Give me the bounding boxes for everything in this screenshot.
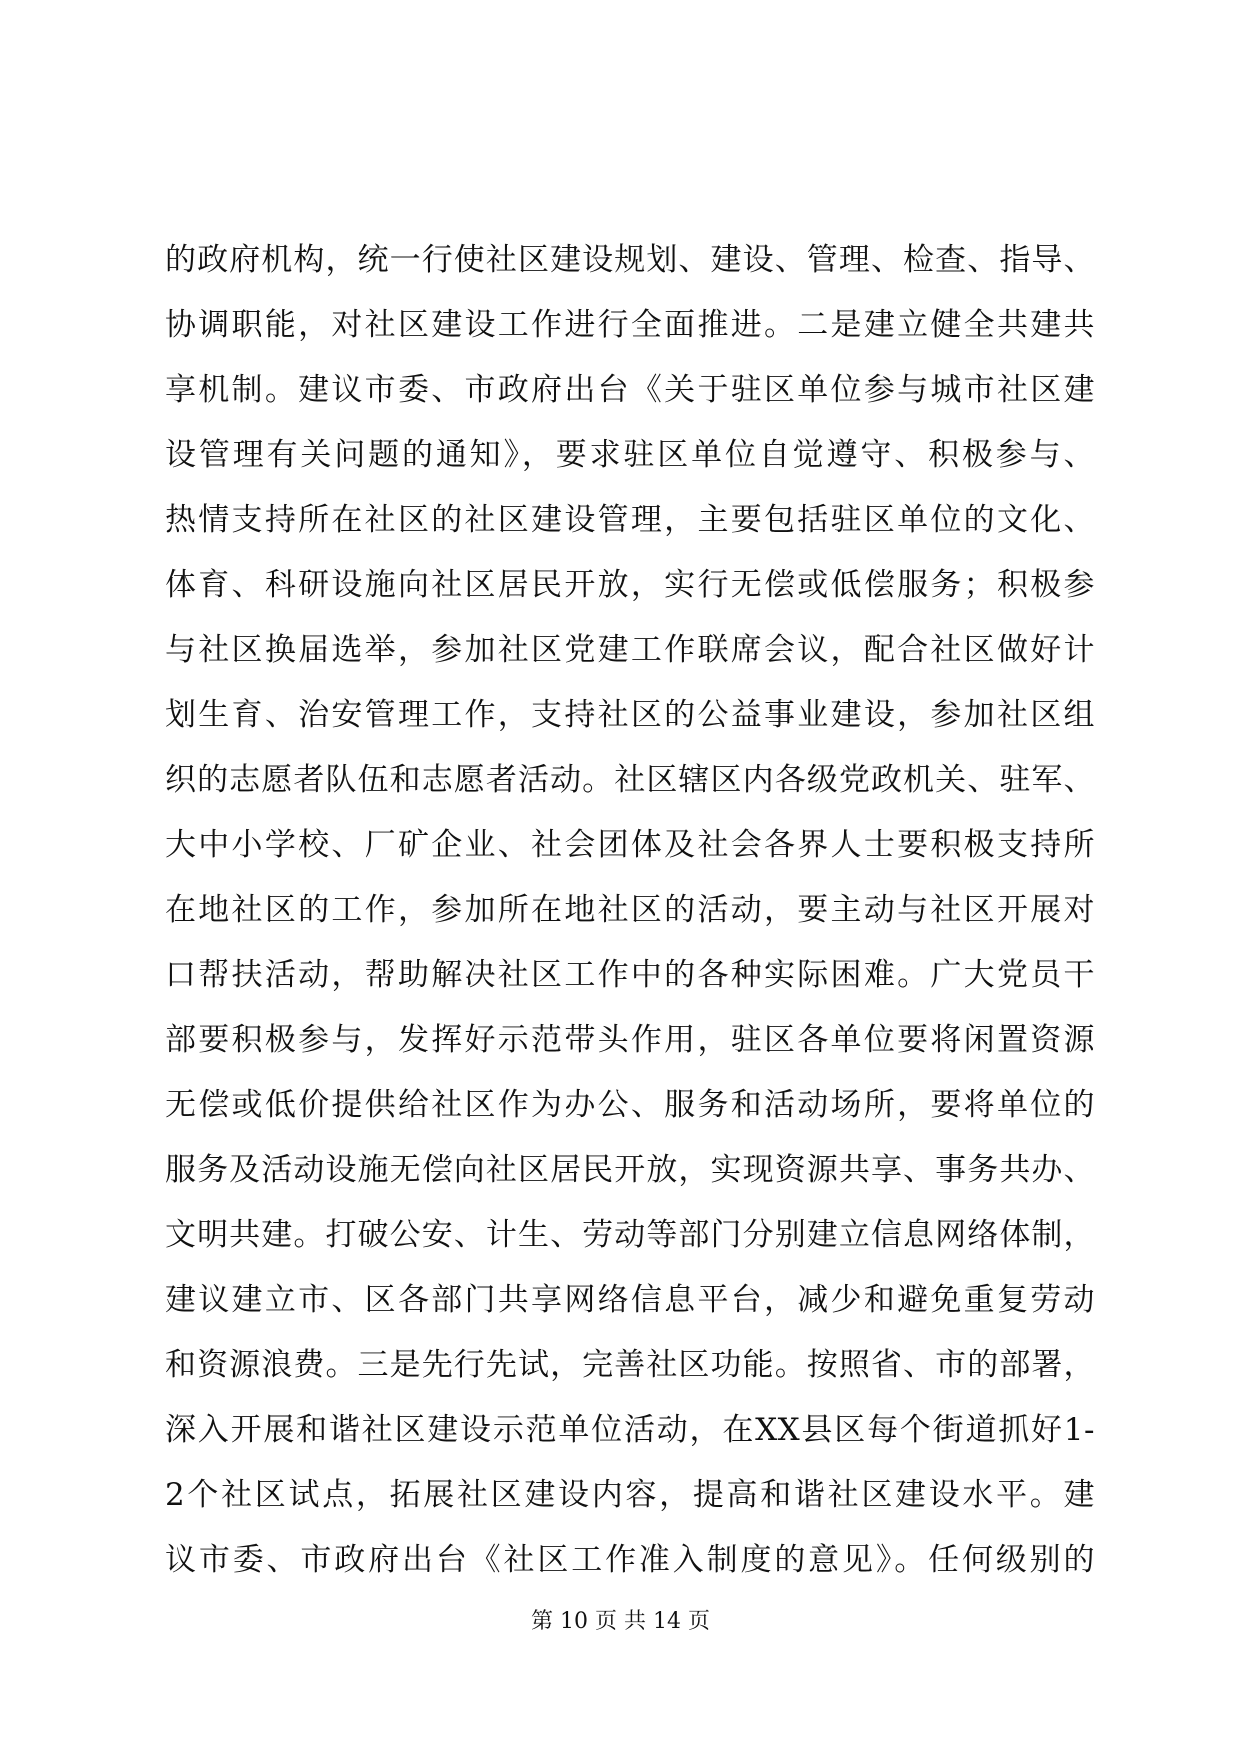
text-line: 议市委、市政府出台《社区工作准入制度的意见》。任何级别的 [165, 1542, 1095, 1578]
text-line: 划生育、治安管理工作，支持社区的公益事业建设，参加社区组 [165, 697, 1095, 733]
text-line: 文明共建。打破公安、计生、劳动等部门分别建立信息网络体制， [165, 1217, 1095, 1253]
text-line: 协调职能，对社区建设工作进行全面推进。二是建立健全共建共 [165, 307, 1095, 343]
text-line: 深入开展和谐社区建设示范单位活动，在XX县区每个街道抓好1- [165, 1412, 1095, 1448]
text-line: 口帮扶活动，帮助解决社区工作中的各种实际困难。广大党员干 [165, 957, 1095, 993]
text-line: 在地社区的工作，参加所在地社区的活动，要主动与社区开展对 [165, 892, 1095, 928]
text-line: 2个社区试点，拓展社区建设内容，提高和谐社区建设水平。建 [165, 1477, 1095, 1513]
text-line: 设管理有关问题的通知》，要求驻区单位自觉遵守、积极参与、 [165, 437, 1095, 473]
text-line: 与社区换届选举，参加社区党建工作联席会议，配合社区做好计 [165, 632, 1095, 668]
text-line: 服务及活动设施无偿向社区居民开放，实现资源共享、事务共办、 [165, 1152, 1095, 1188]
text-line: 无偿或低价提供给社区作为办公、服务和活动场所，要将单位的 [165, 1087, 1095, 1123]
text-line: 体育、科研设施向社区居民开放，实行无偿或低偿服务；积极参 [165, 567, 1095, 603]
text-line: 热情支持所在社区的社区建设管理，主要包括驻区单位的文化、 [165, 502, 1095, 538]
text-line: 享机制。建议市委、市政府出台《关于驻区单位参与城市社区建 [165, 372, 1095, 408]
body-text [165, 228, 1095, 1593]
text-line: 和资源浪费。三是先行先试，完善社区功能。按照省、市的部署， [165, 1347, 1095, 1383]
text-line: 的政府机构，统一行使社区建设规划、建设、管理、检查、指导、 [165, 242, 1095, 278]
text-line: 部要积极参与，发挥好示范带头作用，驻区各单位要将闲置资源 [165, 1022, 1095, 1058]
text-line: 建议建立市、区各部门共享网络信息平台，减少和避免重复劳动 [165, 1282, 1095, 1318]
text-line: 织的志愿者队伍和志愿者活动。社区辖区内各级党政机关、驻军、 [165, 762, 1095, 798]
text-line: 大中小学校、厂矿企业、社会团体及社会各界人士要积极支持所 [165, 827, 1095, 863]
page-footer: 第 10 页 共 14 页 [531, 1609, 710, 1634]
